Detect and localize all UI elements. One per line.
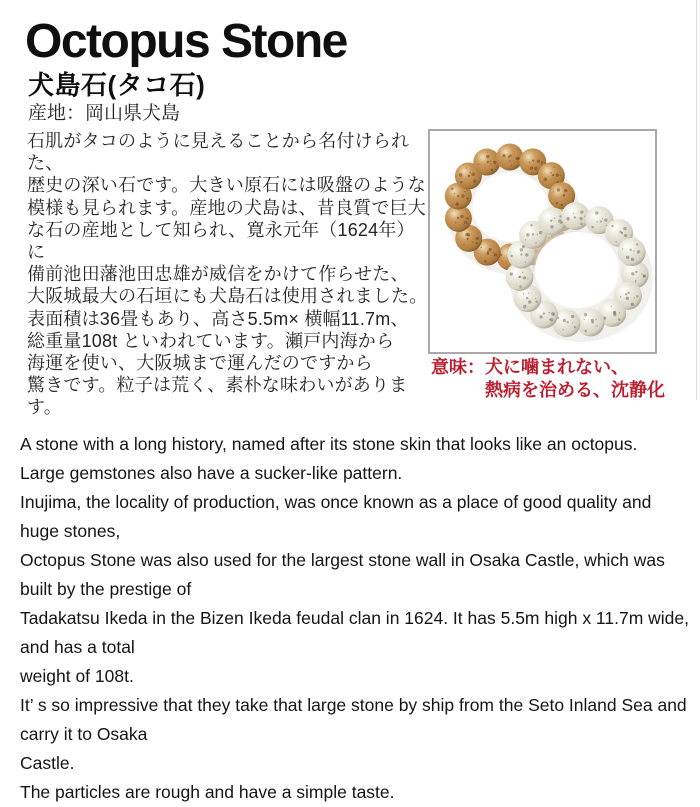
text-line: 驚きです。粒子は荒く、素朴な味わいがあります。 (27, 375, 408, 418)
text-line: A stone with a long history, named after its stone skin that looks like an octopus. (20, 434, 638, 454)
text-line: 大阪城最大の石垣にも犬島石は使用されました。 (27, 286, 428, 307)
product-photo (428, 129, 657, 354)
text-line: It’ s so impressive that they take that large stone by ship from the Seto Inland Sea and carry it to Osaka (20, 695, 687, 744)
origin-line: 産地：岡山県犬島 (28, 103, 181, 124)
english-description (20, 430, 692, 807)
text-line: weight of 108t. (20, 666, 134, 686)
text-line: Octopus Stone was also used for the largest stone wall in Osaka Castle, which was built by the prestige of (20, 550, 665, 599)
text-line: 表面積は36畳もあり、高さ5.5m× 横幅11.7m、 (27, 308, 409, 329)
text-line: Castle. (20, 753, 75, 773)
text-line: 備前池田藩池田忠雄が威信をかけて作らせた、 (27, 264, 409, 285)
text-line: 総重量108t といわれています。瀬戸内海から (27, 330, 395, 351)
text-line: 模様も見られます。産地の犬島は、昔良質で巨大 (27, 197, 426, 218)
bracelets-image (430, 131, 655, 352)
text-line: 歴史の深い石です。大きい原石には吸盤のような (27, 175, 426, 196)
meaning-line-1: 意味：犬に噛まれない、 (431, 357, 629, 377)
text-line: The particles are rough and have a simple taste. (20, 782, 395, 802)
text-line: 海運を使い、大阪城まで運んだのですから (27, 353, 373, 374)
text-line: Inujima, the locality of production, was once known as a place of good quality and huge stones, (20, 492, 652, 541)
page-title: Octopus Stone (25, 15, 347, 68)
meaning-line-2: 熱病を治める、沈静化 (485, 380, 665, 400)
text-line: Large gemstones also have a sucker-like pattern. (20, 463, 403, 483)
text-line: 石肌がタコのように見えることから名付けられた、 (27, 131, 410, 174)
text-line: な石の産地として知られ、寛永元年（1624年）に (27, 219, 415, 263)
text-line: Tadakatsu Ikeda in the Bizen Ikeda feudal clan in 1624. It has 5.5m high x 11.7m wide, and has a total (20, 608, 689, 657)
japanese-description (27, 130, 431, 419)
meaning-text (431, 356, 665, 402)
subtitle-japanese: 犬島石(タコ石) (28, 70, 206, 100)
